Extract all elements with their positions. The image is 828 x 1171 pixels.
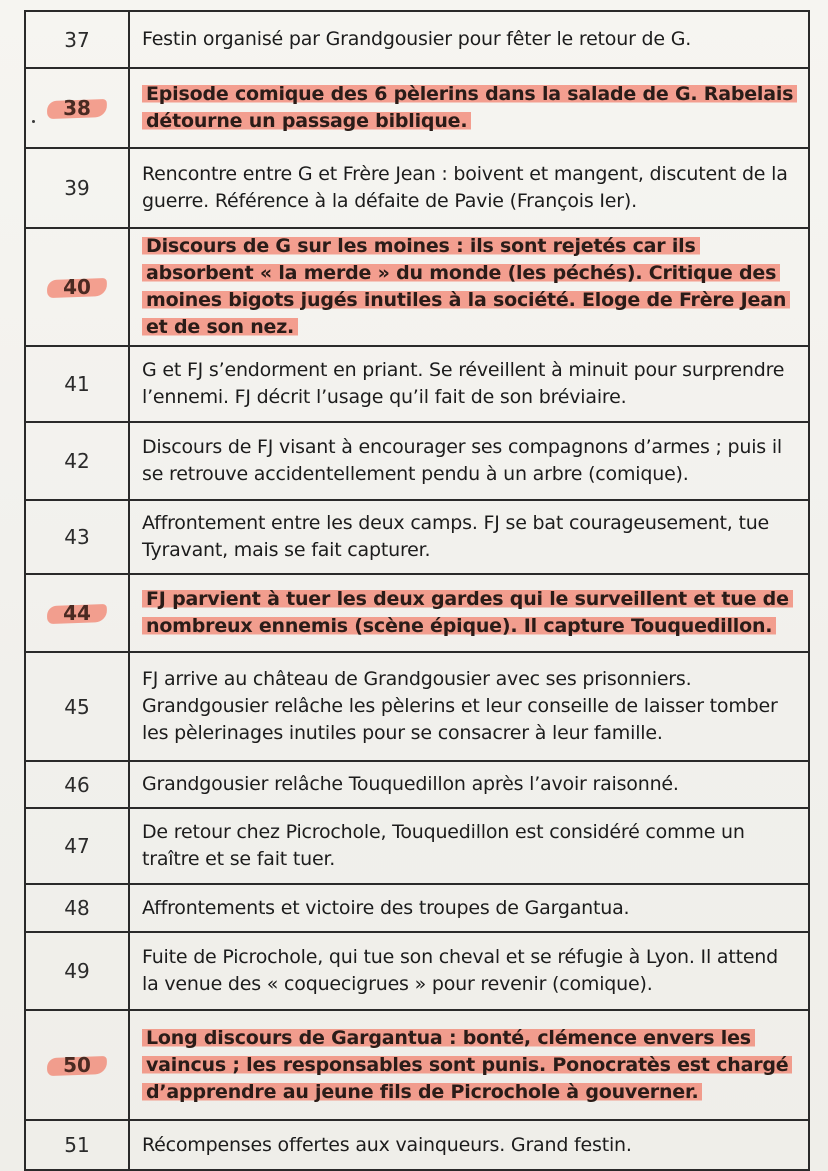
chapter-summary-cell — [129, 761, 809, 808]
chapter-number: 45 — [64, 694, 90, 719]
chapter-summary: Affrontements et victoire des troupes de Gargantua. — [142, 896, 630, 919]
chapter-summary: Discours de FJ visant à encourager ses compagnons d’armes ; puis il se retrouve accidentellement pendu à un arbre (comique). — [142, 436, 783, 485]
chapter-number-cell — [25, 148, 129, 228]
chapter-number-cell — [25, 228, 129, 346]
chapter-number: 46 — [64, 772, 90, 797]
table-row — [25, 884, 809, 932]
chapter-summary-cell — [129, 574, 809, 652]
chapter-summary: G et FJ s’endorment en priant. Se réveillent à minuit pour surprendre l’ennemi. FJ décrit l’usage qu’il fait de son bréviaire. — [142, 359, 785, 408]
chapter-summary: Festin organisé par Grandgousier pour fêter le retour de G. — [142, 28, 692, 50]
chapter-summary-cell — [129, 68, 809, 148]
chapter-number-cell — [25, 422, 129, 500]
chapter-summary: Récompenses offertes aux vainqueurs. Grand festin. — [142, 1133, 632, 1156]
chapter-summary-cell — [129, 932, 809, 1010]
table-row — [25, 1120, 809, 1170]
chapter-summary: De retour chez Picrochole, Touquedillon est considéré comme un traître et se fait tuer. — [142, 821, 745, 870]
chapter-number-cell — [25, 1010, 129, 1120]
chapter-number-cell — [25, 11, 129, 68]
chapter-summary-cell — [129, 346, 809, 422]
chapter-number-cell — [25, 932, 129, 1010]
chapter-number: 39 — [64, 176, 90, 200]
chapter-summary: Fuite de Picrochole, qui tue son cheval et se réfugie à Lyon. Il attend la venue des « coquecigrues » pour revenir (comique). — [142, 946, 779, 995]
table-row — [25, 346, 809, 422]
chapter-number: 51 — [64, 1133, 90, 1157]
chapter-number: 48 — [64, 896, 90, 920]
chapter-number-cell — [25, 346, 129, 422]
chapter-summary: FJ parvient à tuer les deux gardes qui le surveillent et tue de nombreux ennemis (scène épique). Il capture Touquedillon. — [142, 588, 793, 637]
table-row — [25, 761, 809, 808]
chapter-summary-cell — [129, 1120, 809, 1170]
chapter-summary: Long discours de Gargantua : bonté, clémence envers les vaincus ; les responsables sont punis. Ponocratès est chargé d’apprendre au jeune fils de Picrochole à gouverner. — [142, 1027, 792, 1103]
chapter-summary: Discours de G sur les moines : ils sont rejetés car ils absorbent « la merde » du monde (les péchés). Critique des moines bigots jugés inutiles à la société. Eloge de Frère Jean et de son nez. — [142, 235, 790, 338]
chapter-summary-cell — [129, 652, 809, 761]
chapter-summary-cell — [129, 228, 809, 346]
chapter-number-cell — [25, 884, 129, 932]
chapter-summary: Episode comique des 6 pèlerins dans la salade de G. Rabelais détourne un passage biblique. — [142, 83, 797, 132]
table-row-highlighted — [25, 228, 809, 346]
chapter-number: 47 — [64, 834, 90, 858]
chapter-summary-table — [24, 10, 810, 1171]
chapter-number-cell — [25, 652, 129, 761]
chapter-summary: Rencontre entre G et Frère Jean : boivent et mangent, discutent de la guerre. Référence à la défaite de Pavie (François Ier). — [142, 163, 788, 212]
chapter-number: 43 — [64, 525, 90, 549]
table-row — [25, 932, 809, 1010]
chapter-number: 38 — [55, 96, 99, 120]
chapter-number: 44 — [55, 601, 99, 625]
table-row-highlighted — [25, 68, 809, 148]
chapter-number-cell — [25, 1120, 129, 1170]
chapter-summary-cell — [129, 11, 809, 68]
chapter-number: 37 — [64, 27, 90, 52]
chapter-summary-cell — [129, 808, 809, 884]
chapter-number-cell — [25, 500, 129, 574]
table-row-highlighted — [25, 574, 809, 652]
chapter-summary-cell — [129, 422, 809, 500]
chapter-number-cell — [25, 761, 129, 808]
chapter-summary: Grandgousier relâche Touquedillon après l’avoir raisonné. — [142, 773, 679, 795]
table-row — [25, 11, 809, 68]
chapter-summary-cell — [129, 1010, 809, 1120]
table-row — [25, 500, 809, 574]
table-row — [25, 422, 809, 500]
chapter-number: 50 — [55, 1053, 99, 1077]
chapter-number-cell — [25, 808, 129, 884]
chapter-number: 41 — [64, 372, 90, 396]
chapter-number: 40 — [55, 275, 99, 299]
chapter-number: 42 — [64, 449, 90, 473]
table-row — [25, 148, 809, 228]
table-row — [25, 652, 809, 761]
chapter-summary: Affrontement entre les deux camps. FJ se bat courageusement, tue Tyravant, mais se fait capturer. — [142, 512, 770, 561]
table-row — [25, 808, 809, 884]
table-row-highlighted — [25, 1010, 809, 1120]
chapter-number-cell — [25, 574, 129, 652]
chapter-summary-cell — [129, 148, 809, 228]
chapter-summary-cell — [129, 500, 809, 574]
chapter-number-cell — [25, 68, 129, 148]
chapter-summary: FJ arrive au château de Grandgousier avec ses prisonniers. Grandgousier relâche les pèlerins et leur conseille de laisser tomber les pèlerinages inutiles pour se consacrer à leur famille. — [142, 668, 778, 744]
chapter-number: 49 — [64, 959, 90, 983]
chapter-summary-cell — [129, 884, 809, 932]
